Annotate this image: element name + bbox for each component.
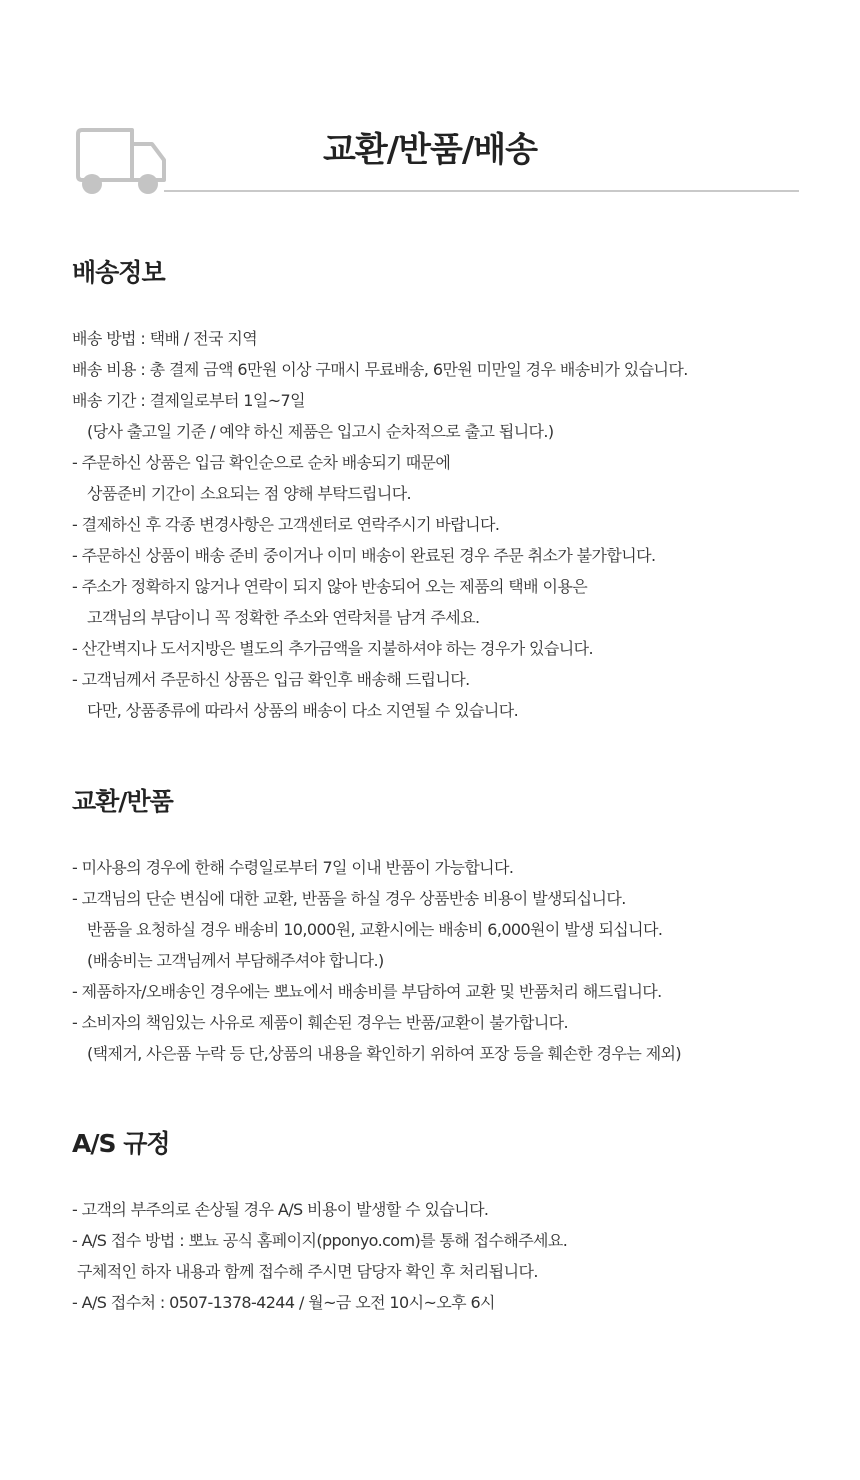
exchange-return-list xyxy=(72,852,812,1069)
list-item: - A/S 접수 방법 : 뽀뇨 공식 홈페이지(pponyo.com)를 통해 접수해주세요. xyxy=(72,1231,568,1250)
list-item: 배송 비용 : 총 결제 금액 6만원 이상 구매시 무료배송, 6만원 미만일 경우 배송비가 있습니다. xyxy=(72,360,688,379)
list-item: - 주문하신 상품은 입금 확인순으로 순차 배송되기 때문에 xyxy=(72,453,451,472)
list-item: (배송비는 고객님께서 부담해주셔야 합니다.) xyxy=(87,951,384,970)
list-item: 다만, 상품종류에 따라서 상품의 배송이 다소 지연될 수 있습니다. xyxy=(87,701,519,720)
list-item: (택제거, 사은품 누락 등 단,상품의 내용을 확인하기 위하여 포장 등을 훼손한 경우는 제외) xyxy=(87,1044,682,1063)
list-item: - 고객의 부주의로 손상될 경우 A/S 비용이 발생할 수 있습니다. xyxy=(72,1200,489,1219)
list-item: 배송 기간 : 결제일로부터 1일~7일 xyxy=(72,391,305,410)
list-item: - 소비자의 책임있는 사유로 제품이 훼손된 경우는 반품/교환이 불가합니다. xyxy=(72,1013,569,1032)
list-item: - 주문하신 상품이 배송 준비 중이거나 이미 배송이 완료된 경우 주문 취소가 불가합니다. xyxy=(72,546,656,565)
section-title: 교환/반품 xyxy=(72,787,173,816)
list-item: - 제품하자/오배송인 경우에는 뽀뇨에서 배송비를 부담하여 교환 및 반품처리 해드립니다. xyxy=(72,982,662,1001)
page-title: 교환/반품/배송 xyxy=(323,130,537,170)
shipping-info-section xyxy=(72,258,812,288)
list-item: - 산간벽지나 도서지방은 별도의 추가금액을 지불하셔야 하는 경우가 있습니다. xyxy=(72,639,593,658)
shipping-info-list xyxy=(72,323,812,726)
page-header xyxy=(0,0,860,200)
section-title: A/S 규정 xyxy=(72,1129,170,1158)
exchange-return-section xyxy=(72,787,812,817)
list-item: - 미사용의 경우에 한해 수령일로부터 7일 이내 반품이 가능합니다. xyxy=(72,858,514,877)
list-item: - 주소가 정확하지 않거나 연락이 되지 않아 반송되어 오는 제품의 택배 이용은 xyxy=(72,577,588,596)
list-item: 반품을 요청하실 경우 배송비 10,000원, 교환시에는 배송비 6,000원이 발생 되십니다. xyxy=(87,920,663,939)
list-item: 구체적인 하자 내용과 함께 접수해 주시면 담당자 확인 후 처리됩니다. xyxy=(77,1262,538,1281)
list-item: - A/S 접수처 : 0507-1378-4244 / 월~금 오전 10시~오후 6시 xyxy=(72,1293,495,1312)
as-policy-list xyxy=(72,1194,812,1318)
list-item: 고객님의 부담이니 꼭 정확한 주소와 연락처를 남겨 주세요. xyxy=(87,608,480,627)
list-item: (당사 출고일 기준 / 예약 하신 제품은 입고시 순차적으로 출고 됩니다.) xyxy=(87,422,554,441)
list-item: 상품준비 기간이 소요되는 점 양해 부탁드립니다. xyxy=(87,484,412,503)
list-item: - 결제하신 후 각종 변경사항은 고객센터로 연락주시기 바랍니다. xyxy=(72,515,500,534)
header-divider xyxy=(164,190,799,192)
section-title: 배송정보 xyxy=(72,258,165,287)
list-item: 배송 방법 : 택배 / 전국 지역 xyxy=(72,329,258,348)
list-item: - 고객님께서 주문하신 상품은 입금 확인후 배송해 드립니다. xyxy=(72,670,470,689)
as-policy-section xyxy=(72,1129,812,1159)
list-item: - 고객님의 단순 변심에 대한 교환, 반품을 하실 경우 상품반송 비용이 발생되십니다. xyxy=(72,889,626,908)
